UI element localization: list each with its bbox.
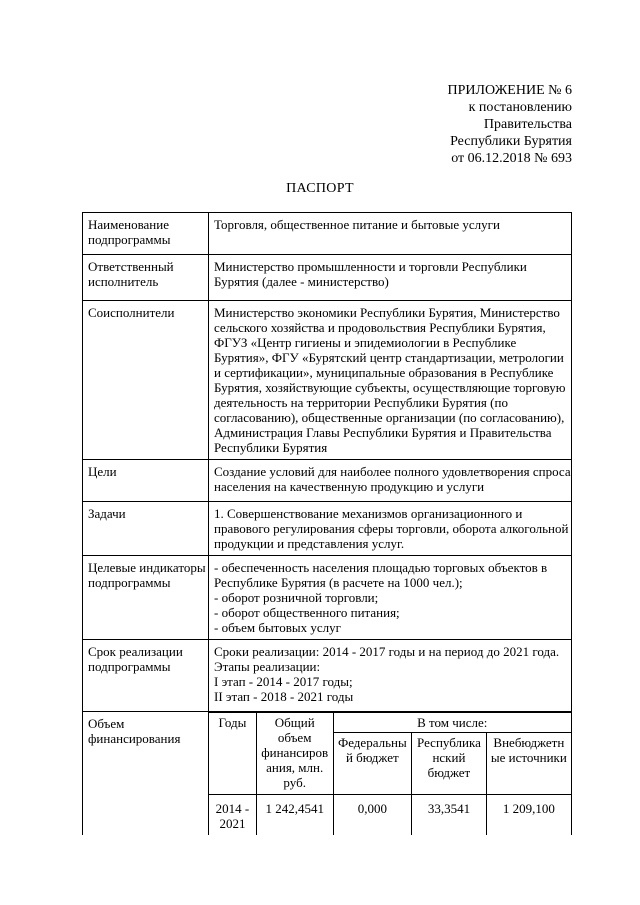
text-line: 2014 - — [215, 801, 250, 816]
financing-header-row — [209, 713, 571, 733]
text-line: 1 242,4541 — [265, 801, 324, 816]
text-line: подпрограммы — [88, 232, 171, 247]
financing-table — [209, 712, 571, 835]
text-line: Бурятия (далее - министерство) — [214, 274, 389, 289]
text-line: - оборот общественного питания; — [214, 605, 400, 620]
text-line: Срок реализации — [88, 644, 183, 659]
appendix-header — [352, 82, 572, 167]
col-years-header — [209, 713, 256, 795]
text-line: нский — [432, 750, 466, 765]
text-line: исполнитель — [88, 274, 159, 289]
text-line: согласованию), общественные организации (по согласованию), — [214, 410, 565, 425]
header-line: Республики Бурятия — [450, 134, 572, 149]
header-line: к постановлению — [468, 100, 572, 115]
text-line: В том числе: — [417, 715, 488, 730]
text-line: Соисполнители — [88, 305, 175, 320]
text-line: Торговля, общественное питание и бытовые услуги — [214, 217, 500, 232]
passport-row — [83, 301, 572, 460]
text-line: 2021 — [219, 816, 246, 831]
text-line: ФГУЗ «Центр гигиены и эпидемиологии в Республике — [214, 335, 517, 350]
republic-cell — [412, 795, 487, 835]
row-value — [209, 556, 572, 640]
financing-data-row — [209, 795, 571, 835]
text-line: Создание условий для наиболее полного удовлетворения спроса — [214, 464, 571, 479]
text-line: 1. Совершенствование механизмов организационного и — [214, 506, 523, 521]
row-value — [209, 460, 572, 502]
header-line: от 06.12.2018 № 693 — [451, 151, 572, 166]
document-title: ПАСПОРТ — [286, 181, 354, 196]
text-line: финансирования — [88, 731, 181, 746]
text-line: Республике Бурятия (в расчете на 1000 чел.); — [214, 575, 463, 590]
text-line: Сроки реализации: 2014 - 2017 годы и на период до 2021 года. — [214, 644, 560, 659]
total-cell — [256, 795, 333, 835]
text-line: - обеспеченность населения площадью торговых объектов в — [214, 560, 548, 575]
text-line: и сертификации», муниципальные образования в Республике — [214, 365, 554, 380]
text-line: Бурятия, хозяйствующие субъекты, осуществляющие торговую — [214, 380, 566, 395]
row-value — [209, 640, 572, 712]
text-line: населения на качественную продукцию и услуги — [214, 479, 485, 494]
text-line: Министерство промышленности и торговли Республики — [214, 259, 527, 274]
text-line: 0,000 — [357, 801, 387, 816]
header-line: Правительства — [483, 117, 572, 132]
text-line: 33,3541 — [427, 801, 471, 816]
text-line: сельского хозяйства и продовольствия Республики Бурятия, — [214, 320, 546, 335]
row-label — [83, 255, 209, 301]
text-line: подпрограммы — [88, 659, 171, 674]
text-line: II этап - 2018 - 2021 годы — [214, 689, 354, 704]
text-line: продукции и представления услуг. — [214, 536, 405, 551]
header-line: ПРИЛОЖЕНИЕ № 6 — [447, 83, 572, 98]
passport-row — [83, 255, 572, 301]
text-line: подпрограммы — [88, 575, 171, 590]
col-including-header — [333, 713, 571, 733]
row-label — [83, 301, 209, 460]
text-line: Этапы реализации: — [214, 659, 321, 674]
row-label — [83, 460, 209, 502]
text-line: Федеральны — [337, 735, 407, 750]
text-line: Наименование — [88, 217, 169, 232]
passport-row-financing — [83, 712, 572, 835]
text-line: Администрация Главы Республики Бурятия и Правительства — [214, 425, 552, 440]
col-republic-header — [412, 733, 487, 795]
row-label — [83, 712, 209, 835]
passport-row — [83, 213, 572, 255]
passport-row — [83, 640, 572, 712]
text-line: Годы — [218, 715, 247, 730]
text-line: Бурятия», ФГУ «Бурятский центр стандартизации, метрологии — [214, 350, 564, 365]
federal-cell — [333, 795, 412, 835]
text-line: 1 209,100 — [502, 801, 555, 816]
text-line: Целевые индикаторы — [88, 560, 206, 575]
text-line: Общий — [274, 715, 315, 730]
row-label — [83, 213, 209, 255]
text-line: деятельность на территории Республики Бурятия (по — [214, 395, 508, 410]
text-line: объем — [277, 730, 312, 745]
text-line: Республики Бурятия — [214, 440, 328, 455]
text-line: - оборот розничной торговли; — [214, 590, 379, 605]
text-line: Объем — [88, 716, 125, 731]
text-line: Ответственный — [88, 259, 174, 274]
row-value — [209, 213, 572, 255]
text-line: I этап - 2014 - 2017 годы; — [214, 674, 353, 689]
passport-row — [83, 460, 572, 502]
text-line: бюджет — [427, 765, 471, 780]
text-line: ые источники — [490, 750, 567, 765]
col-federal-header — [333, 733, 412, 795]
text-line: руб. — [283, 775, 306, 790]
text-line: - объем бытовых услуг — [214, 620, 341, 635]
row-value — [209, 301, 572, 460]
text-line: Министерство экономики Республики Бурятия, Министерство — [214, 305, 560, 320]
passport-row — [83, 502, 572, 556]
extra-cell — [486, 795, 571, 835]
passport-table — [82, 212, 572, 835]
years-cell — [209, 795, 256, 835]
text-line: ания, млн. — [266, 760, 324, 775]
col-extra-header — [486, 733, 571, 795]
text-line: правового регулирования сферы торговли, оборота алкогольной — [214, 521, 569, 536]
passport-row — [83, 556, 572, 640]
row-label — [83, 640, 209, 712]
text-line: й бюджет — [345, 750, 399, 765]
text-line: Цели — [88, 464, 117, 479]
row-label — [83, 502, 209, 556]
financing-cell — [209, 712, 572, 835]
text-line: Задачи — [88, 506, 126, 521]
text-line: Республика — [417, 735, 481, 750]
text-line: Внебюджетн — [493, 735, 565, 750]
row-label — [83, 556, 209, 640]
text-line: финансиров — [261, 745, 329, 760]
row-value — [209, 502, 572, 556]
col-total-header — [256, 713, 333, 795]
row-value — [209, 255, 572, 301]
